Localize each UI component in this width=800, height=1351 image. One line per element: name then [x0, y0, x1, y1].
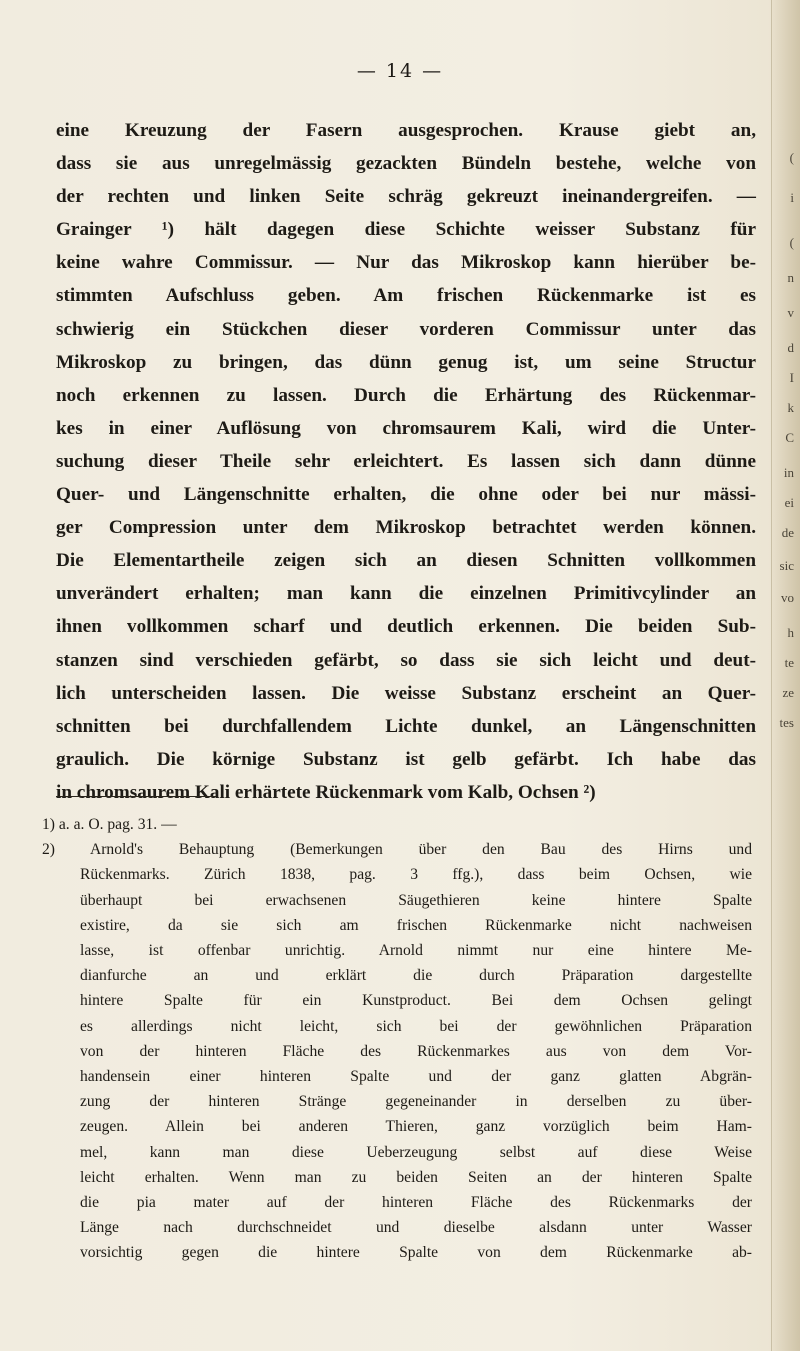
edge-fragment: vo [781, 590, 794, 605]
footnote-line: 1) a. a. O. pag. 31. — [42, 816, 177, 833]
footnote-line: die pia mater auf der hinteren Fläche des Rückenmarks der [80, 1194, 752, 1212]
footnote-line: zeugen. Allein bei anderen Thieren, ganz vorzüglich beim Ham- [80, 1118, 752, 1136]
footnote-line: hintere Spalte für ein Kunstproduct. Bei dem Ochsen gelingt [80, 992, 752, 1010]
text-line: dass sie aus unregelmässig gezackten Bündeln bestehe, welche von [56, 153, 756, 175]
text-line: stanzen sind verschieden gefärbt, so dass sie sich leicht und deut- [56, 649, 756, 671]
text-line: suchung dieser Theile sehr erleichtert. Es lassen sich dann dünne [56, 450, 756, 472]
edge-fragment: I [789, 370, 794, 385]
edge-fragment: te [784, 655, 794, 670]
text-line: eine Kreuzung der Fasern ausgesprochen. Krause giebt an, [56, 120, 756, 141]
footnote-line: 2) Arnold's Behauptung (Bemerkungen über den Bau des Hirns und [42, 841, 752, 859]
text-line: stimmten Aufschluss geben. Am frischen Rückenmarke ist es [56, 285, 756, 307]
edge-fragment: de [781, 525, 794, 540]
footnote-line: es allerdings nicht leicht, sich bei der gewöhnlichen Präparation [80, 1017, 752, 1035]
text-line: kes in einer Auflösung von chromsaurem Kali, wird die Unter- [56, 417, 756, 439]
footnote-line: dianfurche an und erklärt die durch Präparation dargestellte [80, 967, 752, 985]
edge-fragment: ( [789, 150, 794, 165]
footnote-line: Rückenmarks. Zürich 1838, pag. 3 ffg.), dass beim Ochsen, wie [80, 866, 752, 884]
footnote-line: Länge nach durchschneidet und dieselbe alsdann unter Wasser [80, 1219, 752, 1237]
footnote-line: lasse, ist offenbar unrichtig. Arnold nimmt nur eine hintere Me- [80, 942, 752, 960]
edge-fragment: C [785, 430, 794, 445]
footnote-line: zung der hinteren Stränge gegeneinander in derselben zu über- [80, 1093, 752, 1111]
footnote-line: mel, kann man diese Ueberzeugung selbst auf diese Weise [80, 1143, 752, 1161]
adjacent-page-edge [771, 0, 800, 1351]
text-line: graulich. Die körnige Substanz ist gelb gefärbt. Ich habe das [56, 748, 756, 770]
edge-fragment: d [787, 340, 794, 355]
footnote-line: leicht erhalten. Wenn man zu beiden Seiten an der hinteren Spalte [80, 1168, 752, 1186]
page-number: — 14 — [356, 60, 444, 82]
text-line: noch erkennen zu lassen. Durch die Erhärtung des Rückenmar- [56, 384, 756, 406]
footnote-line: vorsichtig gegen die hintere Spalte von dem Rückenmarke ab- [80, 1244, 752, 1262]
text-line: Die Elementartheile zeigen sich an diesen Schnitten vollkommen [56, 550, 756, 572]
edge-fragment: in [783, 465, 794, 480]
text-line: Quer- und Längenschnitte erhalten, die ohne oder bei nur mässi- [56, 484, 756, 506]
text-line: ihnen vollkommen scharf und deutlich erkennen. Die beiden Sub- [56, 616, 756, 638]
text-line: ger Compression unter dem Mikroskop betrachtet werden können. [56, 517, 756, 539]
footnote-line: von der hinteren Fläche des Rückenmarkes aus von dem Vor- [80, 1042, 752, 1060]
text-line: schwierig ein Stückchen dieser vorderen Commissur unter das [56, 318, 756, 340]
edge-fragment: h [787, 625, 794, 640]
footnote-line: existire, da sie sich am frischen Rückenmarke nicht nachweisen [80, 916, 752, 934]
text-line: Grainger ¹) hält dagegen diese Schichte weisser Substanz für [56, 219, 756, 241]
edge-fragment: ei [784, 495, 794, 510]
text-line: unverändert erhalten; man kann die einzelnen Primitivcylinder an [56, 583, 756, 605]
text-line: lich unterscheiden lassen. Die weisse Substanz erscheint an Quer- [56, 682, 756, 704]
edge-fragment: ze [782, 685, 794, 700]
edge-fragment: tes [779, 715, 794, 730]
edge-fragment: ( [789, 235, 794, 250]
edge-fragment: i [790, 190, 794, 205]
footnote-line: handensein einer hinteren Spalte und der ganz glatten Abgrän- [80, 1068, 752, 1086]
footnotes [42, 812, 752, 1266]
main-text [56, 114, 756, 809]
edge-fragment: sic [779, 558, 794, 573]
edge-fragment: k [787, 400, 794, 415]
footnote-separator [56, 796, 216, 797]
text-line: keine wahre Commissur. — Nur das Mikroskop kann hierüber be- [56, 252, 756, 274]
text-line: der rechten und linken Seite schräg gekreuzt ineinandergreifen. — [56, 186, 756, 208]
footnote-line: überhaupt bei erwachsenen Säugethieren keine hintere Spalte [80, 891, 752, 909]
edge-fragment: v [787, 305, 794, 320]
text-line: schnitten bei durchfallendem Lichte dunkel, an Längenschnitten [56, 715, 756, 737]
text-line: in chromsaurem Kali erhärtete Rückenmark vom Kalb, Ochsen ²) [56, 781, 596, 803]
text-line: Mikroskop zu bringen, das dünn genug ist, um seine Structur [56, 351, 756, 373]
edge-fragment: n [787, 270, 794, 285]
